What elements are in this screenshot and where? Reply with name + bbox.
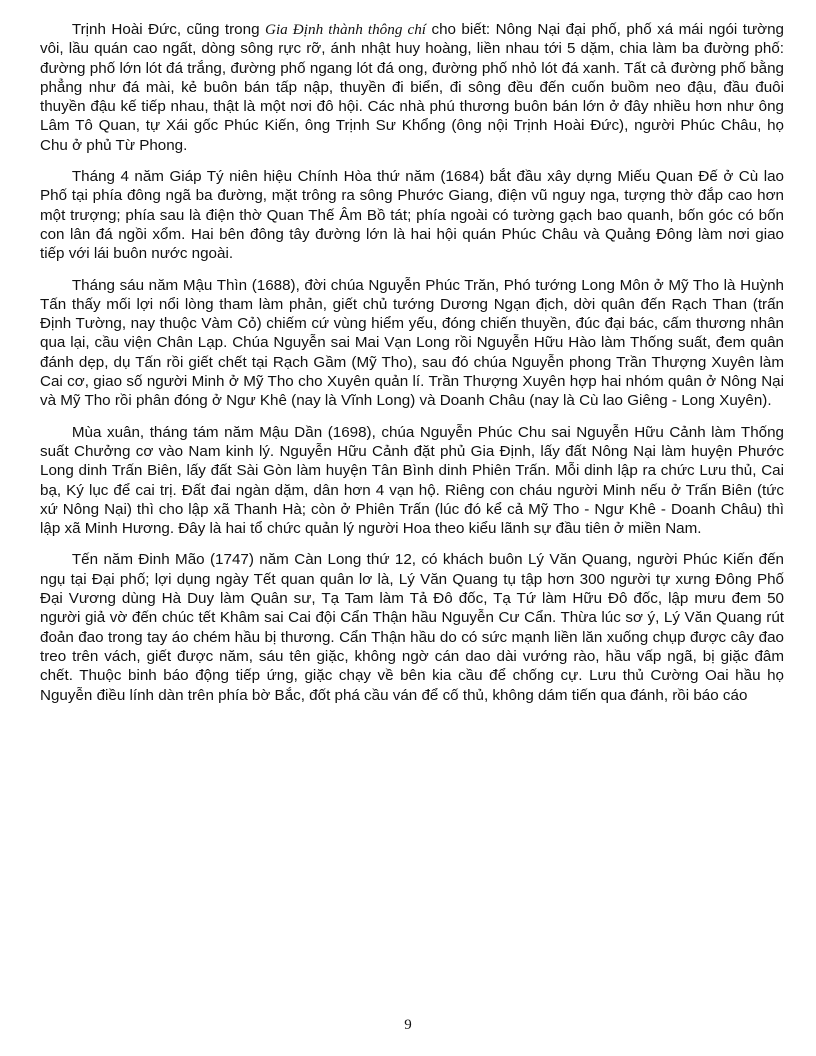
paragraph-5: Tến năm Đinh Mão (1747) năm Càn Long thứ 12, có khách buôn Lý Văn Quang, người Phúc Kiến đến ngụ tại Đại phố; lợi dụng ngày Tết quan quân lơ là, Lý Văn Quang tụ tập hơn 300 người tự xưng Đông Phố Đại Vương dùng Hà Duy làm Quân sư, Tạ Tam làm Tả Đô đốc, Tạ Tứ làm Hữu Đô đốc, lập mưu đem 50 người giả vờ đến chúc tết Khâm sai Cai đội Cẩn Thận hầu Nguyễn Cư Cẩn. Thừa lúc sơ ý, Lý Văn Quang rút đoản đao trong tay áo chém hầu bị thương. Cẩn Thận hầu do có sức mạnh liền lăn xuống chụp được cây đao treo trên vách, giết được năm, sáu tên giặc, không ngờ cán dao dài vướng rào, hầu vấp ngã, bị giặc đâm chết. Thuộc binh báo động tiếp ứng, giặc chạy về bên kia cầu để chống cự. Lưu thủ Cường Oai hầu họ Nguyễn điều lính dàn trên phía bờ Bắc, đốt phá cầu ván để cố thủ, không dám tiến qua đánh, rồi báo cáo xyxy=(40,551,784,704)
paragraph-1-rest: cho biết: Nông Nại đại phố, phố xá mái ngói tường vôi, lầu quán cao ngất, dòng sông rực rỡ, ánh nhật huy hoàng, liền nhau tới 5 dặm, chia làm ba đường phố: đường phố lớn lót đá trắng, đường phố ngang lót đá ong, đường phố nhỏ lót đá xanh. Tất cả đường phố bằng phẳng như đá mài, kẻ buôn bán tấp nập, thuyền đi biển, đi sông đều đến cuốn buồm neo đậu, đầu đuôi thuyền đậu kế tiếp nhau, thật là một nơi đô hội. Các nhà phú thương buôn bán lớn ở đây nhiều hơn như ông Lâm Tô Quan, tự Xái gốc Phúc Kiến, ông Trịnh Sư Khổng (ông nội Trịnh Hoài Đức), người Phúc Châu, họ Chu ở phủ Từ Phong. xyxy=(40,21,784,154)
page-number: 9 xyxy=(404,1017,412,1033)
book-title-italic: Gia Định thành thông chí xyxy=(264,21,427,38)
paragraph-1 xyxy=(40,20,784,155)
paragraph-1-lead: Trịnh Hoài Đức, cũng trong xyxy=(71,21,265,38)
paragraph-3: Tháng sáu năm Mậu Thìn (1688), đời chúa Nguyễn Phúc Trăn, Phó tướng Long Môn ở Mỹ Tho là Huỳnh Tấn thấy mối lợi nổi lòng tham làm phản, giết chủ tướng Dương Ngạn địch, dời quân đến Rạch Than (trấn Định Tường, nay thuộc Vàm Cỏ) chiếm cứ vùng hiểm yếu, đóng chiến thuyền, đúc đại bác, cấm thương nhân qua lại, cầu viện Chân Lạp. Chúa Nguyễn sai Mai Vạn Long rồi Nguyễn Hữu Hào làm Thống suất, đem quân đánh dẹp, dụ Tấn rồi giết chết tại Rạch Gầm (Mỹ Tho), sau đó chúa Nguyễn phong Trần Thượng Xuyên làm Cai cơ, giao số người Minh ở Mỹ Tho cho Xuyên quản lí. Trần Thượng Xuyên hợp hai nhóm quân ở Nông Nại và Mỹ Tho rồi phân đóng ở Ngư Khê (nay là Vĩnh Long) và Doanh Châu (nay là Cù lao Giêng - Long Xuyên). xyxy=(40,276,784,410)
document-body xyxy=(40,20,784,717)
paragraph-4: Mùa xuân, tháng tám năm Mậu Dần (1698), chúa Nguyễn Phúc Chu sai Nguyễn Hữu Cảnh làm Thống suất Chưởng cơ vào Nam kinh lý. Nguyễn Hữu Cảnh đặt phủ Gia Định, lấy đất Nông Nại làm huyện Phước Long dinh Trấn Biên, lấy đất Sài Gòn làm huyện Tân Bình dinh Phiên Trấn. Mỗi dinh lập ra chức Lưu thủ, Cai bạ, Ký lục để cai trị. Đất đai ngàn dặm, dân hơn 4 vạn hộ. Riêng con cháu người Minh nếu ở Trấn Biên (tức xứ Nông Nại) thì cho lập xã Thanh Hà; còn ở Phiên Trấn (lúc đó kể cả Mỹ Tho - Ngư Khê - Doanh Châu) thì lập xã Minh Hương. Đây là hai tổ chức quản lý người Hoa theo kiểu lãnh sự đầu tiên ở miền Nam. xyxy=(40,423,784,538)
paragraph-2: Tháng 4 năm Giáp Tý niên hiệu Chính Hòa thứ năm (1684) bắt đầu xây dựng Miếu Quan Đế ở Cù lao Phố tại phía đông ngã ba đường, mặt trông ra sông Phước Giang, điện vũ nguy nga, tượng thờ đắp cao hơn một trượng; phía sau là điện thờ Quan Thế Âm Bồ tát; phía ngoài có tường gạch bao quanh, bốn góc có bốn con lân đá ngồi xổm. Hai bên đông tây đường lớn là hai hội quán Phúc Châu và Quảng Đông làm nơi giao tiếp với lái buôn nước ngoài. xyxy=(40,168,784,263)
